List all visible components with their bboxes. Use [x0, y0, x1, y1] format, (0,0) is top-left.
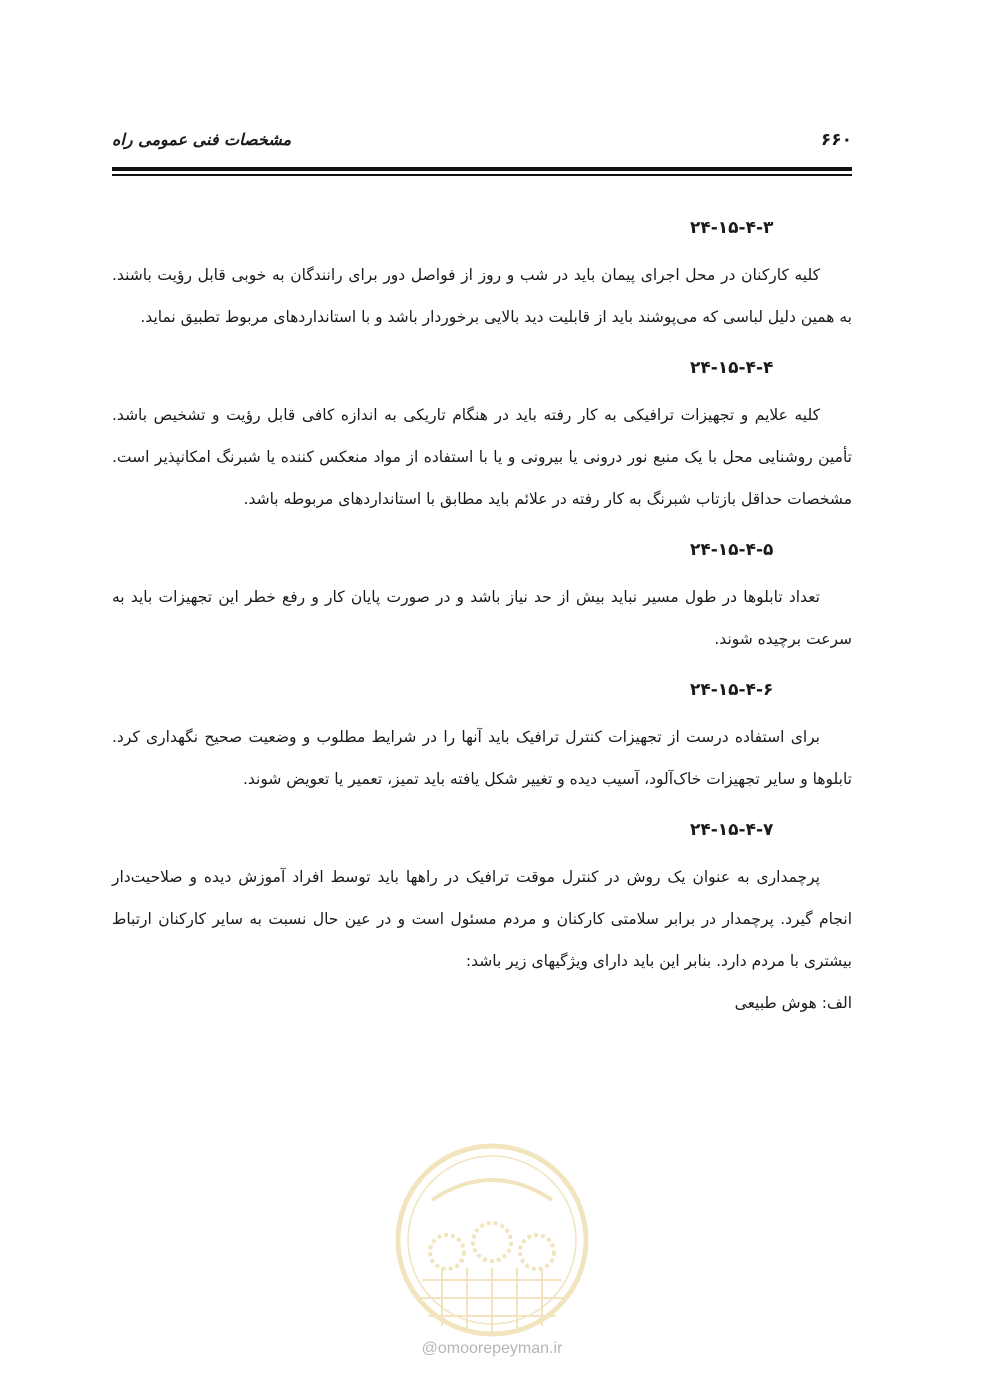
section-paragraph: برای استفاده درست از تجهیزات کنترل ترافیک باید آنها را در شرایط مطلوب و وضعیت صحیح نگهداری کرد. تابلوها و سایر تجهیزات خاک‌آلود، آسیب دیده و تغییر شکل یافته باید تمیز، تعمیر یا تعویض شوند.: [112, 728, 852, 788]
book-title: مشخصات فنی عمومی راه: [112, 130, 292, 149]
page-number: ۶۶۰: [820, 130, 852, 150]
page-body: [112, 208, 852, 1024]
list-item: الف: هوش طبیعی: [734, 994, 852, 1012]
section-paragraph: پرچمداری به عنوان یک روش در کنترل موقت ترافیک در راهها باید توسط افراد آموزش دیده و صلاحیت‌دار انجام گیرد. پرچمدار در برابر سلامتی کارکنان و مردم مسئول است و در عین حال نسبت به سایر کارکنان ارتباط بیشتری با مردم دارد. بنابر این باید دارای ویژگیهای زیر باشد:: [112, 868, 852, 970]
section-paragraph: کلیه کارکنان در محل اجرای پیمان باید در شب و روز از فواصل دور برای رانندگان به خوبی قابل رؤیت باشند. به همین دلیل لباسی که می‌پوشند باید از قابلیت دید بالایی برخوردار باشد و با استانداردهای مربوط تطبیق نماید.: [112, 266, 852, 326]
section-heading: ۲۴-۱۵-۴-۴: [690, 358, 774, 378]
section-heading: ۲۴-۱۵-۴-۵: [690, 540, 774, 560]
header-rule-thin: [112, 174, 852, 176]
section-heading: ۲۴-۱۵-۴-۷: [690, 820, 774, 840]
page-header: [112, 128, 852, 158]
watermark-logo: [392, 1140, 592, 1340]
section-heading: ۲۴-۱۵-۴-۶: [690, 680, 774, 700]
watermark-site-text: @omoorepeyman.ir: [421, 1340, 563, 1357]
section-paragraph: تعداد تابلوها در طول مسیر نباید بیش از حد نیاز باشد و در صورت پایان کار و رفع خطر این تجهیزات باید به سرعت برچیده شوند.: [112, 588, 852, 648]
header-rule-thick: [112, 167, 852, 171]
section-paragraph: کلیه علایم و تجهیزات ترافیکی به کار رفته باید در هنگام تاریکی به اندازه کافی قابل رؤیت و تشخیص باشد. تأمین روشنایی محل با یک منبع نور درونی یا بیرونی و یا با استفاده از مواد منعکس کننده یا شبرنگ امکانپذیر است. مشخصات حداقل بازتاب شبرنگ به کار رفته در علائم باید مطابق با استانداردهای مربوطه باشد.: [112, 406, 852, 508]
section-heading: ۲۴-۱۵-۴-۳: [690, 218, 774, 238]
